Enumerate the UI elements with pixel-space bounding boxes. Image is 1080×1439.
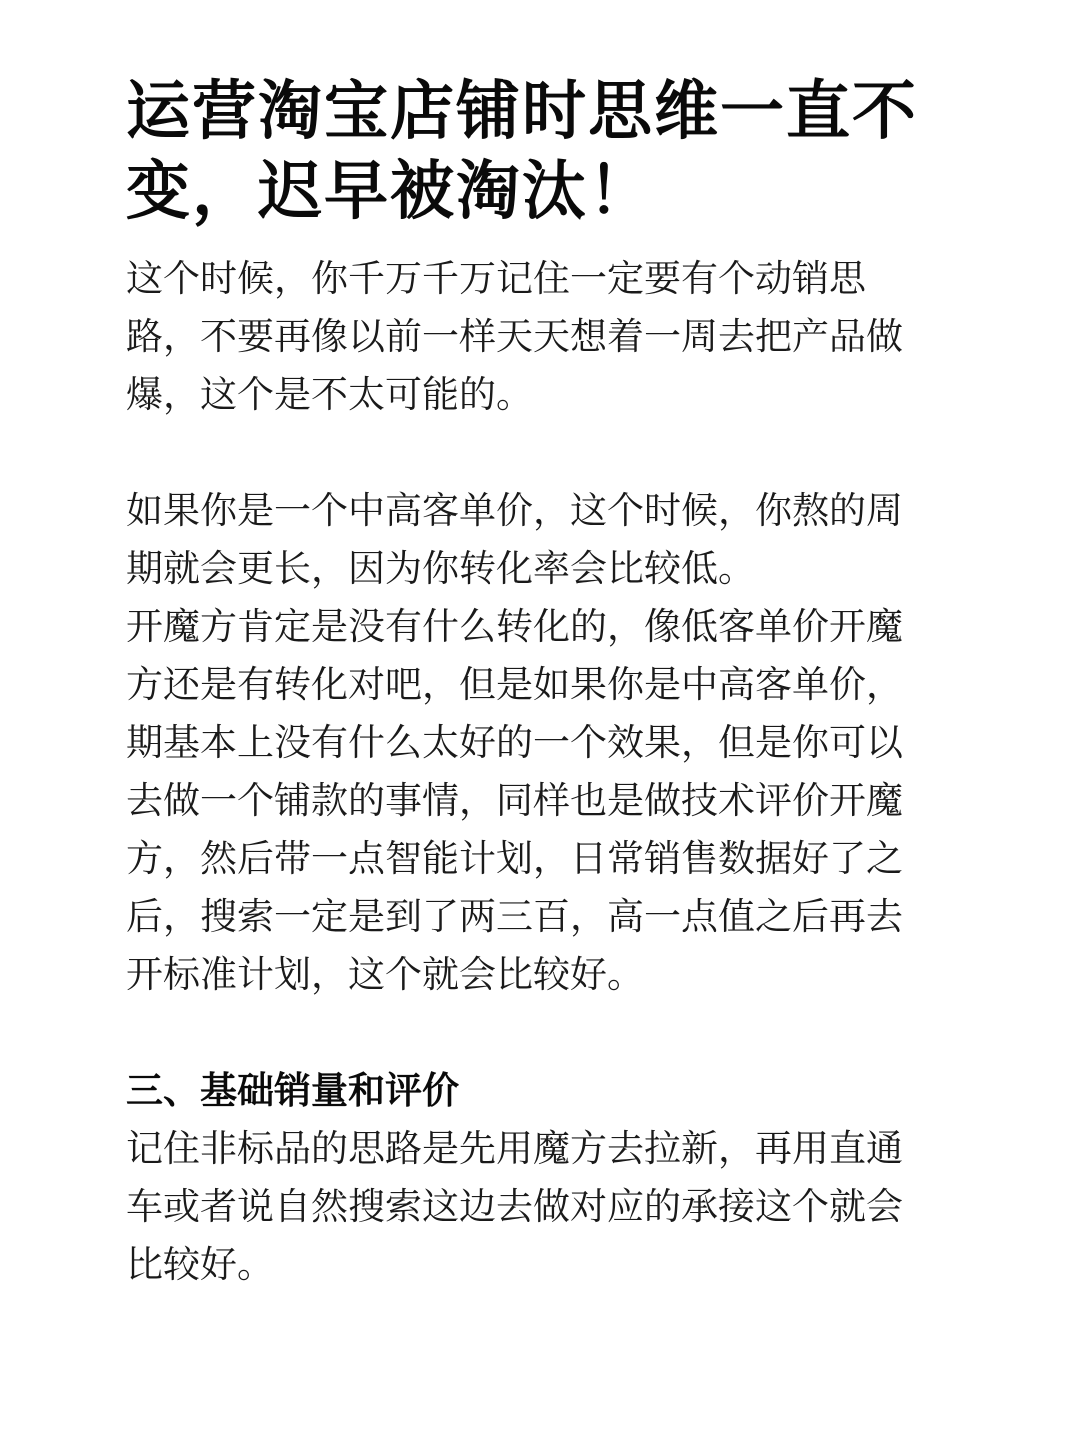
text-line: 开标准计划，这个就会比较好。 — [126, 953, 644, 996]
article — [126, 72, 946, 1294]
paragraph-2 — [126, 482, 946, 598]
title-line: 运营淘宝店铺时思维一直不 — [126, 75, 918, 149]
section-heading: 三、基础销量和评价 — [126, 1069, 459, 1112]
text-line: 爆，这个是不太可能的。 — [126, 373, 533, 416]
text-line: 比较好。 — [126, 1243, 274, 1286]
text-line: 期基本上没有什么太好的一个效果，但是你可以 — [126, 721, 903, 764]
paragraph-spacer — [126, 424, 946, 482]
paragraph-spacer — [126, 1004, 946, 1062]
text-line: 路，不要再像以前一样天天想着一周去把产品做 — [126, 315, 903, 358]
text-line: 这个时候，你千万千万记住一定要有个动销思 — [126, 257, 866, 300]
text-line: 记住非标品的思路是先用魔方去拉新，再用直通 — [126, 1127, 903, 1170]
text-line: 开魔方肯定是没有什么转化的，像低客单价开魔 — [126, 605, 903, 648]
text-line: 去做一个铺款的事情，同样也是做技术评价开魔 — [126, 779, 903, 822]
title-line: 变，迟早被淘汰！ — [126, 155, 654, 229]
text-line: 如果你是一个中高客单价，这个时候，你熬的周 — [126, 489, 903, 532]
text-line: 期就会更长，因为你转化率会比较低。 — [126, 547, 755, 590]
text-line: 车或者说自然搜索这边去做对应的承接这个就会 — [126, 1185, 903, 1228]
paragraph-4 — [126, 1120, 946, 1294]
paragraph-3 — [126, 598, 946, 1004]
text-line: 方，然后带一点智能计划，日常销售数据好了之 — [126, 837, 903, 880]
article-title — [126, 72, 946, 232]
text-line: 方还是有转化对吧，但是如果你是中高客单价， — [126, 663, 903, 706]
text-line: 后，搜索一定是到了两三百，高一点值之后再去 — [126, 895, 903, 938]
paragraph-1 — [126, 250, 946, 424]
